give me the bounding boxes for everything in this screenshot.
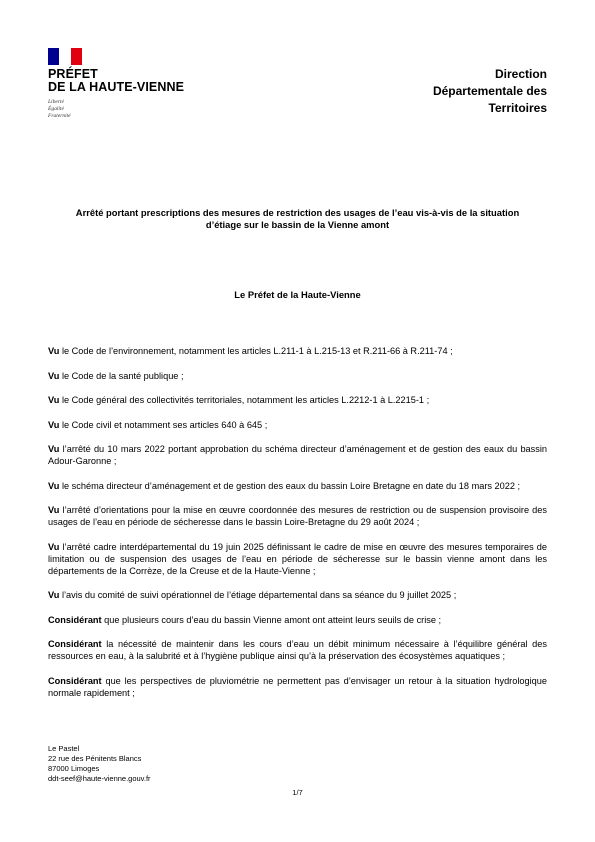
issuing-authority: Le Préfet de la Haute-Vienne	[234, 289, 361, 300]
paragraph-text: le Code de l’environnement, notamment les articles L.211-1 à L.215-13 et R.211-66 à R.211-74 ;	[59, 346, 453, 356]
paragraph-4	[48, 419, 547, 431]
page-number: 1/7	[292, 788, 303, 797]
paragraph-text: le Code civil et notamment ses articles 640 à 645 ;	[59, 419, 268, 430]
paragraph-text: l’arrêté du 10 mars 2022 portant approbation du schéma directeur d’aménagement et de gestion des eaux du bassin Adour-Garonne ;	[48, 444, 547, 466]
direction-line-3: Territoires	[488, 101, 547, 115]
title-line-1: Arrêté portant prescriptions des mesures de restriction des usages de l’eau vis-à-vis de la situation	[75, 207, 520, 218]
paragraph-text: que plusieurs cours d’eau du bassin Vienne amont ont atteint leurs seuils de crise ;	[101, 614, 442, 625]
paragraph-text: le Code général des collectivités territoriales, notamment les articles L.2212-1 à L.2215-1 ;	[59, 395, 430, 405]
footer-address	[48, 744, 151, 784]
paragraph-8	[48, 541, 547, 577]
paragraph-lead: Vu	[48, 505, 60, 515]
paragraph-10	[48, 614, 547, 626]
paragraph-text: l’arrêté d’orientations pour la mise en œuvre coordonnée des mesures de restriction ou de suspension provisoire des usages de l’eau en période de sécheresse dans le bassin Loire-Bretagne du 29 août 2024 ;	[48, 505, 547, 527]
paragraph-3	[48, 394, 547, 406]
logo-line-1: PRÉFET	[48, 67, 98, 81]
paragraph-text: l’avis du comité de suivi opérationnel de l’étiage départemental dans sa séance du 9 juillet 2025 ;	[59, 590, 457, 600]
paragraph-lead: Vu	[48, 444, 60, 454]
paragraph-lead: Vu	[48, 346, 60, 356]
paragraph-text: l’arrêté cadre interdépartemental du 19 juin 2025 définissant le cadre de mise en œuvre des mesures temporaires de limitation ou de suspension des usages de l’eau en période de sécheresse sur le bassin vienne amont dans les départements de la Corrèze, de la Creuse et de la Haute-Vienne ;	[48, 541, 547, 576]
direction-line-1: Direction	[494, 67, 547, 81]
motto-liberte: Liberté	[48, 99, 64, 105]
paragraph-text: que les perspectives de pluviométrie ne permettent pas d’envisager un retour à la situation hydrologique normale rapidement ;	[48, 675, 547, 698]
motto-fraternite: Fraternité	[48, 113, 71, 119]
paragraph-lead: Considérant	[48, 614, 102, 625]
prefecture-logo-text	[48, 68, 184, 94]
address-line-2: 22 rue des Pénitents Blancs	[48, 754, 142, 763]
paragraph-lead: Considérant	[48, 675, 102, 686]
title-line-2: d’étiage sur le bassin de la Vienne amont	[205, 219, 390, 230]
logo-line-2: DE LA HAUTE-VIENNE	[48, 80, 185, 94]
paragraph-text: le Code de la santé publique ;	[59, 370, 184, 381]
document-title	[48, 207, 547, 231]
paragraph-lead: Vu	[48, 419, 60, 430]
paragraph-5	[48, 443, 547, 467]
paragraph-lead: Vu	[48, 480, 60, 491]
paragraph-11	[48, 638, 547, 662]
contact-email: ddt-seef@haute-vienne.gouv.fr	[48, 774, 151, 783]
paragraph-lead: Considérant	[48, 639, 102, 649]
paragraph-lead: Vu	[48, 395, 60, 405]
issuing-department	[433, 66, 547, 117]
paragraph-12	[48, 675, 547, 699]
address-line-3: 87000 Limoges	[48, 764, 100, 773]
paragraph-text: le schéma directeur d’aménagement et de gestion des eaux du bassin Loire Bretagne en date du 18 mars 2022 ;	[59, 480, 521, 491]
direction-line-2: Départementale des	[432, 84, 547, 98]
paragraph-1	[48, 345, 547, 357]
republic-motto	[48, 99, 71, 120]
paragraph-6	[48, 480, 547, 492]
paragraph-9	[48, 589, 547, 601]
motto-egalite: Égalité	[48, 106, 64, 112]
republic-flag-logo	[48, 48, 82, 65]
paragraph-7	[48, 504, 547, 528]
legal-basis-list	[48, 345, 547, 711]
paragraph-lead: Vu	[48, 541, 60, 552]
paragraph-lead: Vu	[48, 590, 60, 600]
paragraph-2	[48, 370, 547, 382]
paragraph-lead: Vu	[48, 370, 60, 381]
paragraph-text: la nécessité de maintenir dans les cours d’eau un débit minimum nécessaire à l’équilibre général des ressources en eau, à la salubrité et à l’hygiène publique ainsi qu’à la préservation des écosystèmes aquatiques ;	[48, 639, 547, 661]
address-line-1: Le Pastel	[48, 744, 80, 753]
